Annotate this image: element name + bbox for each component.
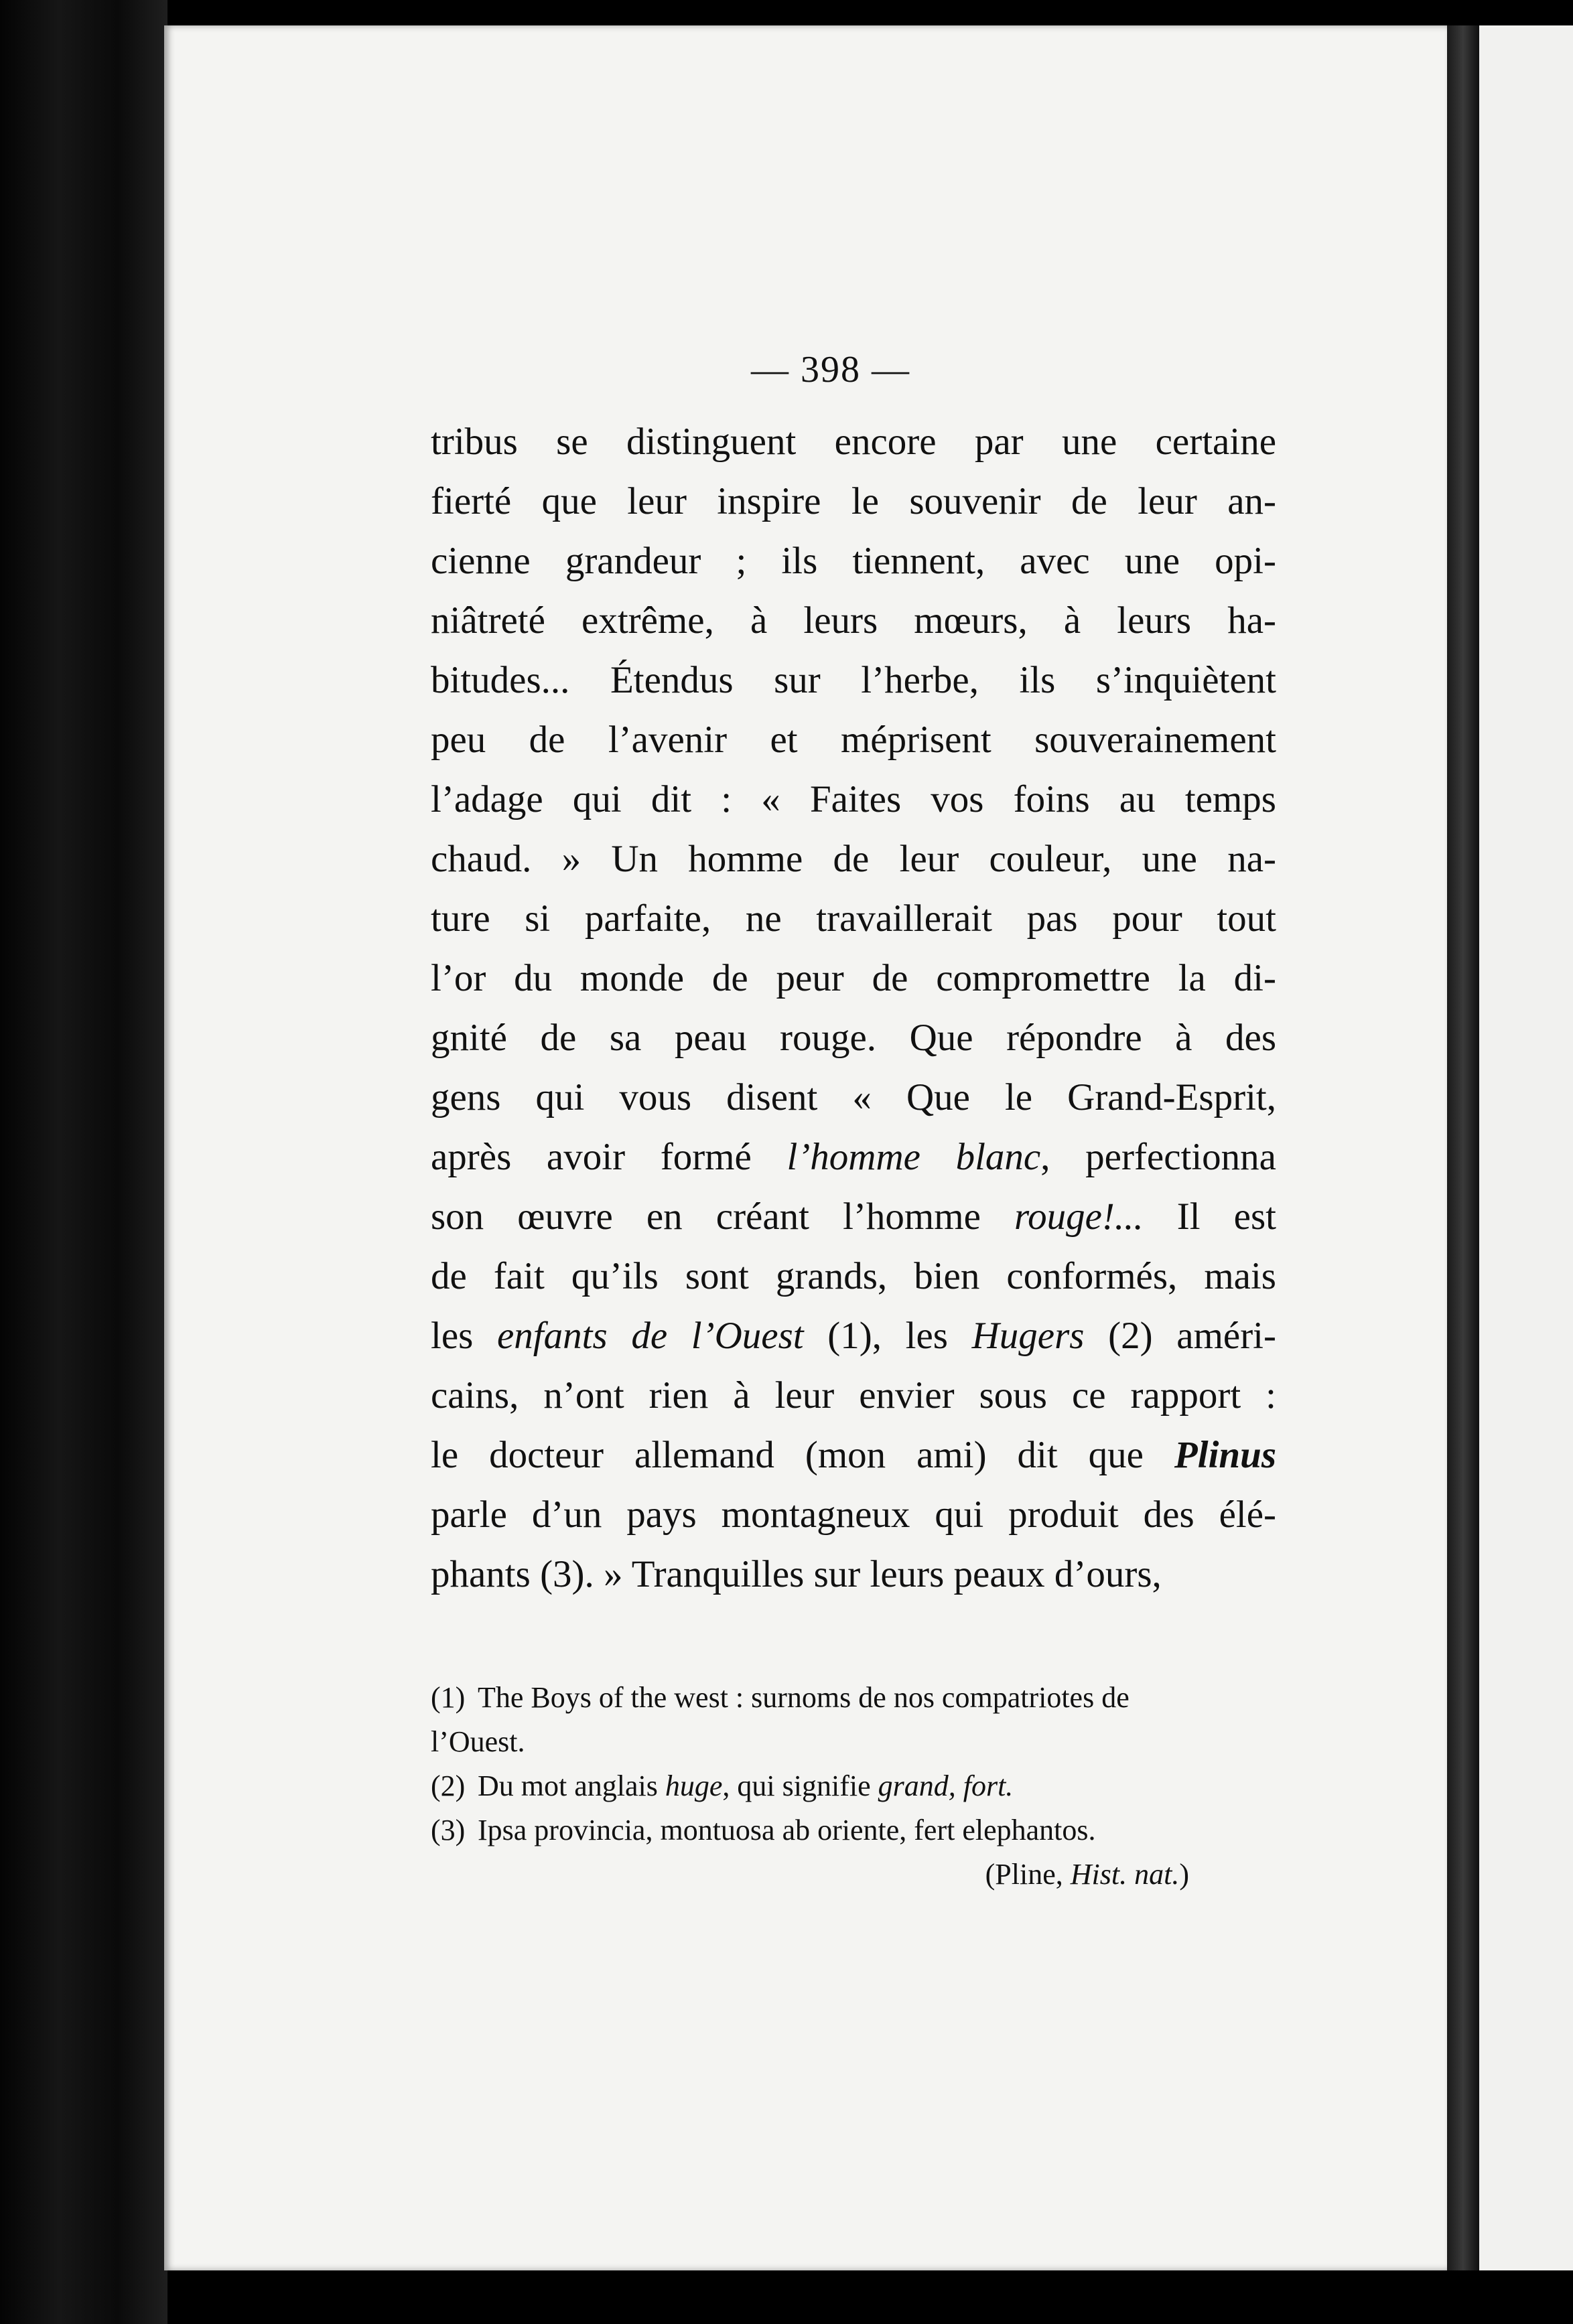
footnote-text: ) — [1179, 1858, 1189, 1891]
text-run: le docteur allemand (mon ami) dit que — [431, 1434, 1174, 1476]
text-line: niâtreté extrême, à leurs mœurs, à leurs ha- — [431, 599, 1276, 642]
italic-phrase: rouge!... — [1014, 1195, 1144, 1238]
footnote-text: The Boys of the west : surnoms de nos compatriotes de — [478, 1681, 1130, 1714]
text-line: tribus se distinguent encore par une certaine — [431, 421, 1276, 463]
footnote-number: (1) — [431, 1681, 466, 1714]
text-line: gnité de sa peau rouge. Que répondre à des — [431, 1017, 1276, 1059]
italic-phrase: enfants de l’Ouest — [497, 1315, 804, 1357]
text-run: (1), les — [803, 1315, 972, 1357]
text-run: après avoir formé — [431, 1136, 787, 1178]
italic-phrase: Plinus — [1174, 1434, 1276, 1476]
text-line: chaud. » Un homme de leur couleur, une na- — [431, 838, 1276, 880]
footnote-number: (3) — [431, 1814, 466, 1846]
footnote-3 — [431, 1808, 1276, 1853]
text-line: bitudes... Étendus sur l’herbe, ils s’inquiètent — [431, 659, 1276, 701]
italic-phrase: huge — [665, 1769, 723, 1802]
text-line — [431, 1306, 1276, 1366]
text-run: Il est — [1143, 1195, 1276, 1238]
text-line: phants (3). » Tranquilles sur leurs peaux d’ours, — [431, 1553, 1162, 1595]
text-line: parle d’un pays montagneux qui produit des élé- — [431, 1494, 1276, 1536]
footnote-number: (2) — [431, 1769, 466, 1802]
footnote-1 — [431, 1676, 1276, 1720]
text-line: ture si parfaite, ne travaillerait pas pour tout — [431, 897, 1276, 940]
footnote-1-continued: l’Ouest. — [431, 1725, 525, 1758]
text-run: les — [431, 1315, 497, 1357]
italic-phrase: l’homme blanc — [787, 1136, 1041, 1178]
text-line: cienne grandeur ; ils tiennent, avec une opi- — [431, 540, 1276, 582]
text-run: son œuvre en créant l’homme — [431, 1195, 1015, 1238]
footnote-3-source — [431, 1853, 1276, 1897]
text-line: fierté que leur inspire le souvenir de leur an- — [431, 480, 1276, 522]
footnote-text: (Pline, — [985, 1858, 1071, 1891]
text-line: l’adage qui dit : « Faites vos foins au temps — [431, 778, 1276, 820]
text-line: de fait qu’ils sont grands, bien conformés, mais — [431, 1255, 1276, 1297]
page-gutter — [1447, 25, 1479, 2270]
page-number: — 398 — — [751, 349, 910, 390]
italic-phrase: grand, fort. — [878, 1769, 1014, 1802]
text-run: (2) améri- — [1084, 1315, 1277, 1357]
footnote-text: Ipsa provincia, montuosa ab oriente, fert elephantos. — [478, 1814, 1096, 1846]
scan-binding-edge — [0, 0, 167, 2324]
footnote-2 — [431, 1764, 1276, 1808]
footnotes — [431, 1676, 1276, 1897]
text-line — [431, 1425, 1276, 1485]
text-line: peu de l’avenir et méprisent souverainement — [431, 719, 1276, 761]
footnote-text: , qui signifie — [722, 1769, 878, 1802]
text-line — [431, 1187, 1276, 1246]
adjacent-page-edge — [1479, 25, 1573, 2270]
text-line — [431, 1127, 1276, 1187]
italic-phrase: Hugers — [971, 1315, 1085, 1357]
footnote-text: Du mot anglais — [478, 1769, 665, 1802]
text-run: , perfectionna — [1040, 1136, 1276, 1178]
text-line: cains, n’ont rien à leur envier sous ce rapport : — [431, 1374, 1276, 1417]
italic-phrase: Hist. nat. — [1070, 1858, 1180, 1891]
body-text — [431, 412, 1276, 1604]
text-line: gens qui vous disent « Que le Grand-Esprit, — [431, 1076, 1276, 1118]
text-line: l’or du monde de peur de compromettre la di- — [431, 957, 1276, 999]
